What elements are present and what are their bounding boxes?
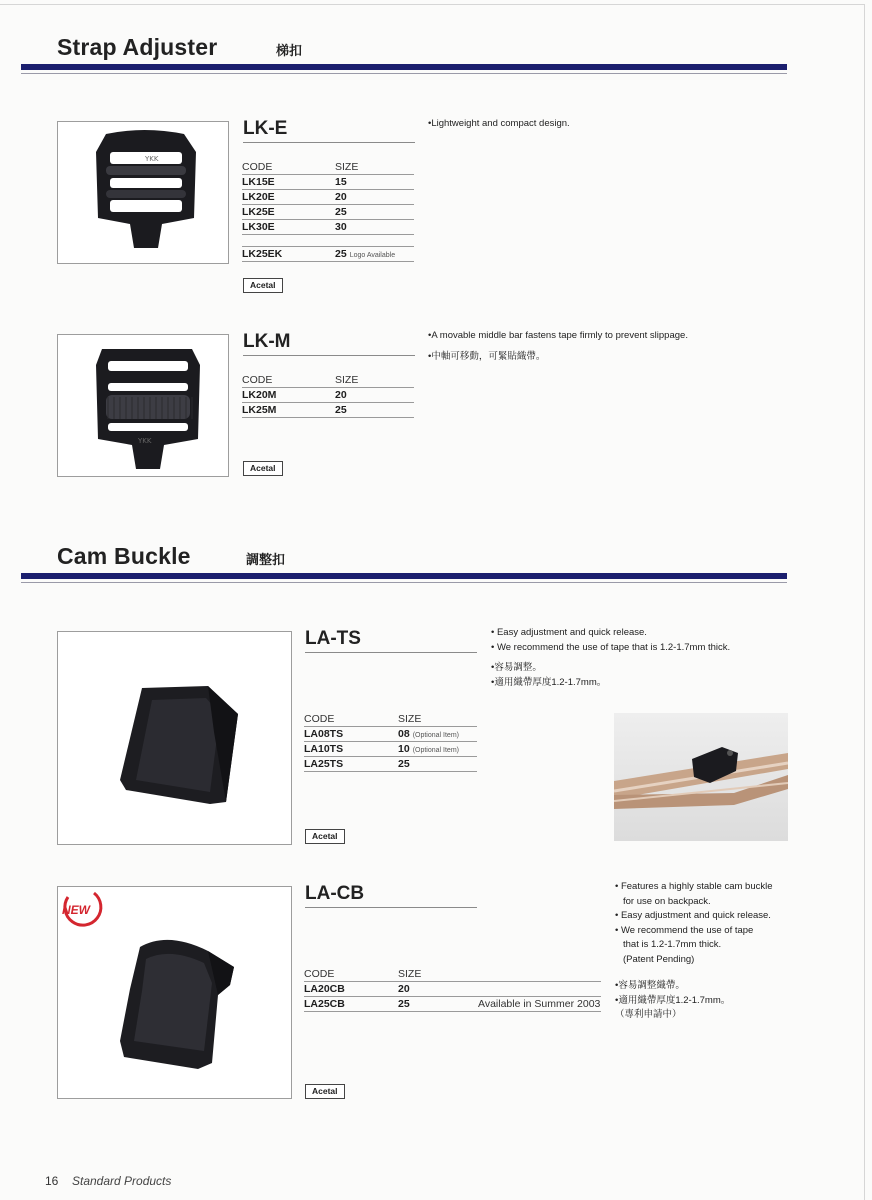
lacb-model-underline (305, 907, 477, 908)
lke-spec-table (242, 160, 414, 270)
lkm-spec-table (242, 373, 414, 423)
section-band-thin (21, 582, 787, 583)
lats-spec-table (304, 712, 477, 772)
lke-emboss: YKK (145, 155, 159, 163)
lacb-features: • Features a highly stable cam buckle for use on backpack. • Easy adjustment and quick release. • We recommend the use of tape that is 1.2-1.7mm thick. (Patent Pending) •容易調整織帶。 •適用織帶厚度1.2-1.7mm。 （專利申請中） (615, 881, 773, 1020)
size-header: SIZE (335, 374, 359, 386)
section-band (21, 64, 787, 70)
footer-text: Standard Products (72, 1174, 172, 1188)
lke-material-badge: Acetal (243, 278, 283, 293)
code-header: CODE (304, 713, 335, 725)
lacb-material-badge: Acetal (305, 1084, 345, 1099)
code-header: CODE (242, 161, 273, 173)
spec-row: LK30E 30 (242, 220, 414, 235)
strap-adjuster-title: Strap Adjuster (57, 34, 218, 60)
lats-model-underline (305, 652, 477, 653)
code-header: CODE (304, 968, 335, 980)
spec-row: LK25E 25 (242, 205, 414, 220)
spec-row: LA10TS 10 (Optional Item) (304, 742, 477, 757)
lke-photo (57, 121, 229, 264)
spec-row: LK20E 20 (242, 190, 414, 205)
size-header: SIZE (335, 161, 359, 173)
strap-adjuster-title-cn: 梯扣 (276, 43, 303, 58)
page-top-rule (0, 4, 864, 5)
spec-row: LK25M 25 (242, 403, 414, 418)
new-badge (58, 887, 108, 933)
size-header: SIZE (398, 968, 422, 980)
spec-row: LK20M 20 (242, 388, 414, 403)
lkm-model-underline (243, 355, 415, 356)
code-header: CODE (242, 374, 273, 386)
cam-buckle-title-cn: 調整扣 (246, 552, 286, 567)
spec-row: LA25TS 25 (304, 757, 477, 772)
lke-features: •Lightweight and compact design. (428, 118, 570, 129)
spec-row: LK15E 15 (242, 175, 414, 190)
spec-row: LA25CB 25 Available in Summer 2003 (304, 998, 601, 1010)
cam-buckle-title: Cam Buckle (57, 543, 191, 569)
page-right-rule (864, 4, 865, 1200)
lkm-model-title: LK-M (243, 331, 291, 352)
section-band-thin (21, 73, 787, 74)
lats-application-photo (614, 713, 788, 841)
lats-model-title: LA-TS (305, 628, 361, 649)
page-number: 16 (45, 1174, 59, 1188)
lats-photo (57, 631, 292, 845)
lats-material-badge: Acetal (305, 829, 345, 844)
lke-model-underline (243, 142, 415, 143)
size-header: SIZE (398, 713, 422, 725)
lkm-features: •A movable middle bar fastens tape firmly to prevent slippage. •中軸可移動，可緊貼織帶。 (428, 330, 688, 362)
lats-features: • Easy adjustment and quick release. • We recommend the use of tape that is 1.2-1.7mm thick. •容易調整。 •適用織帶厚度1.2-1.7mm。 (491, 627, 731, 688)
spec-row: LA08TS 08 (Optional Item) (304, 727, 477, 742)
spec-header-row (242, 160, 414, 175)
spec-header-row (242, 373, 414, 388)
section-band (21, 573, 787, 579)
spec-header-row (304, 712, 477, 727)
new-badge-label: NEW (62, 903, 90, 917)
lkm-emboss: YKK (138, 437, 152, 445)
lacb-spec-table (304, 967, 601, 1013)
lkm-photo (57, 334, 229, 477)
lacb-model-title: LA-CB (305, 883, 365, 904)
spec-header-row (304, 967, 601, 982)
spec-row-extra: LK25EK 25 Logo Available (242, 246, 414, 262)
lke-model-title: LK-E (243, 118, 288, 139)
lkm-material-badge: Acetal (243, 461, 283, 476)
availability-note: Available in Summer 2003 (478, 998, 601, 1010)
spec-row: LA20CB 20 (304, 982, 601, 997)
